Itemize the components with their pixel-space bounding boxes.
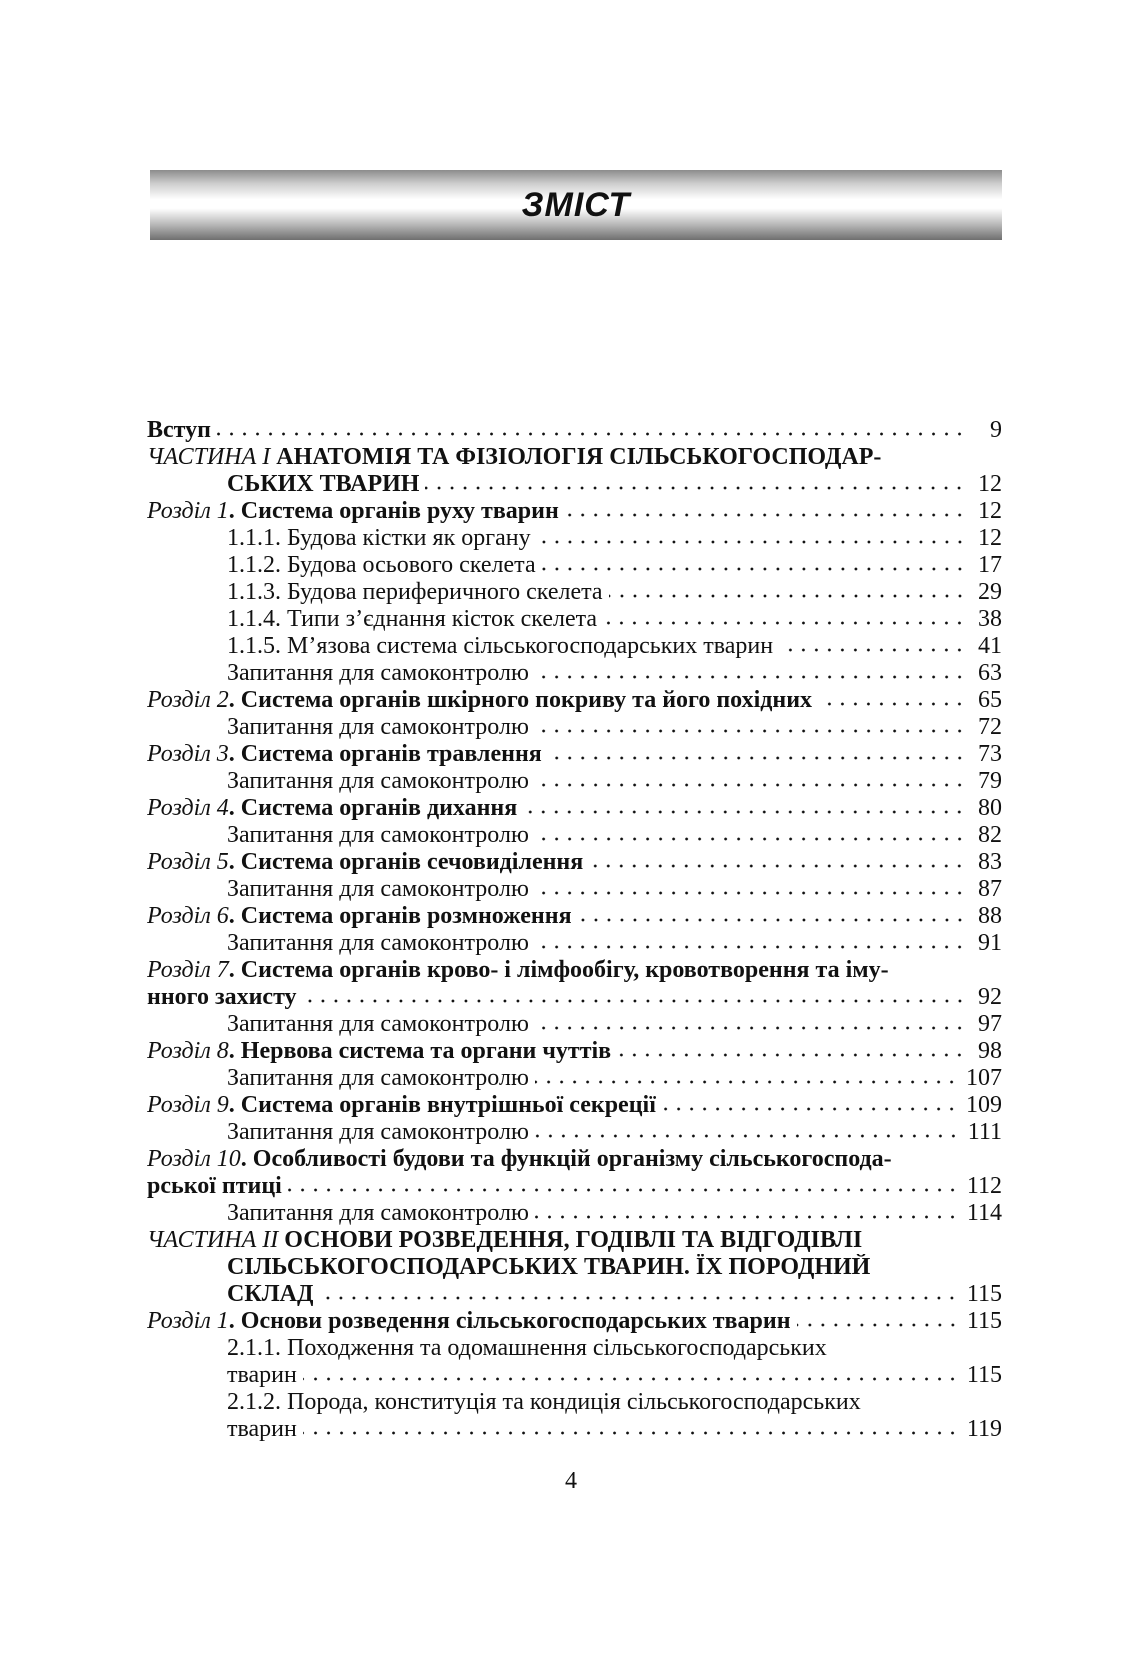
- dot-leader: [535, 1025, 966, 1031]
- toc-page-number: 91: [978, 930, 1002, 956]
- dot-leader: [779, 647, 966, 653]
- chapter-title: . Система органів дихання: [228, 795, 518, 821]
- chapter-title-continued: рської птиці: [147, 1173, 282, 1199]
- chapter-prefix: Розділ 5: [147, 849, 229, 875]
- toc-part-2-line-3[interactable]: [147, 1281, 1002, 1308]
- toc-section-2-1-1-line-2[interactable]: [147, 1362, 1002, 1389]
- chapter-title-continued: нного захисту: [147, 984, 297, 1010]
- toc-page-number: 119: [966, 1416, 1002, 1442]
- part-title: ОСНОВИ РОЗВЕДЕННЯ, ГОДІВЛІ ТА ВІДГОДІВЛІ: [278, 1227, 863, 1253]
- toc-page-number: 79: [978, 768, 1002, 794]
- dot-leader: [303, 1430, 959, 1436]
- toc-page-number: 115: [966, 1362, 1002, 1388]
- toc-questions-2[interactable]: [147, 714, 1002, 741]
- chapter-prefix: Розділ 4: [147, 795, 229, 821]
- part-title-continued: СЬКИХ ТВАРИН: [227, 471, 420, 497]
- toc-section-2-1-2-line-2[interactable]: [147, 1416, 1002, 1443]
- chapter-prefix: Розділ 10: [147, 1146, 241, 1172]
- questions-title: Запитання для самоконтролю: [227, 660, 529, 686]
- toc-questions-6[interactable]: [147, 930, 1002, 957]
- dot-leader: [603, 620, 966, 626]
- dot-leader: [609, 593, 966, 599]
- dot-leader: [535, 1079, 958, 1085]
- dot-leader: [535, 728, 966, 734]
- dot-leader: [535, 890, 966, 896]
- dot-leader: [589, 863, 966, 869]
- section-title: 1.1.2. Будова осьового скелета: [227, 552, 536, 578]
- dot-leader: [537, 539, 966, 545]
- section-title: 1.1.5. М’язова система сільськогосподарських тварин: [227, 633, 774, 659]
- toc-page-number: 82: [978, 822, 1002, 848]
- toc-chapter-10-line-1[interactable]: [147, 1146, 1002, 1173]
- section-title: 1.1.4. Типи з’єднання кісток скелета: [227, 606, 598, 632]
- toc-part-1-line-2[interactable]: [147, 471, 1002, 498]
- dot-leader: [535, 1133, 960, 1139]
- chapter-prefix: Розділ 7: [147, 957, 229, 983]
- chapter-prefix: Розділ 9: [147, 1092, 229, 1118]
- chapter-title: . Особливості будови та функцій організму сільськогоспода-: [240, 1146, 892, 1172]
- dot-leader: [535, 674, 966, 680]
- chapter-title: . Система органів сечовиділення: [228, 849, 584, 875]
- toc-page-number: 111: [967, 1119, 1002, 1145]
- dot-leader: [542, 566, 966, 572]
- toc-section-1-1-2[interactable]: [147, 552, 1002, 579]
- dot-leader: [617, 1052, 966, 1058]
- toc-chapter-6[interactable]: [147, 903, 1002, 930]
- toc-chapter-1[interactable]: [147, 498, 1002, 525]
- chapter-title: . Система органів травлення: [228, 741, 542, 767]
- questions-title: Запитання для самоконтролю: [227, 1065, 529, 1091]
- toc-chapter-7-line-2[interactable]: [147, 984, 1002, 1011]
- chapter-title: . Система органів крово- і лімфообігу, кровотворення та іму-: [228, 957, 889, 983]
- toc-page-number: 97: [978, 1011, 1002, 1037]
- toc-page-number: 114: [966, 1200, 1002, 1226]
- toc-section-1-1-4[interactable]: [147, 606, 1002, 633]
- toc-section-1-1-1[interactable]: [147, 525, 1002, 552]
- part-title: АНАТОМІЯ ТА ФІЗІОЛОГІЯ СІЛЬСЬКОГОСПОДАР-: [270, 444, 882, 470]
- chapter-title: . Система органів внутрішньої секреції: [228, 1092, 656, 1118]
- toc-part-2-line-1[interactable]: [147, 1227, 1002, 1254]
- section-title: 2.1.2. Порода, конституція та кондиція сільськогосподарських: [227, 1389, 861, 1415]
- toc-page-number: 41: [978, 633, 1002, 659]
- questions-title: Запитання для самоконтролю: [227, 1119, 529, 1145]
- toc-page-number: 88: [978, 903, 1002, 929]
- toc-page-number: 80: [978, 795, 1002, 821]
- toc-chapter-9[interactable]: [147, 1092, 1002, 1119]
- toc-page-number: 12: [978, 471, 1002, 497]
- chapter-title: . Основи розведення сільськогосподарських тварин: [228, 1308, 791, 1334]
- dot-leader: [565, 512, 966, 518]
- dot-leader: [217, 431, 966, 437]
- dot-leader: [818, 701, 966, 707]
- toc-questions-10[interactable]: [147, 1200, 1002, 1227]
- questions-title: Запитання для самоконтролю: [227, 714, 529, 740]
- page-number: 4: [565, 1468, 577, 1494]
- toc-page-number: 107: [966, 1065, 1002, 1091]
- toc-chapter-7-line-1[interactable]: [147, 957, 1002, 984]
- toc-questions-8[interactable]: [147, 1065, 1002, 1092]
- toc-chapter-8[interactable]: [147, 1038, 1002, 1065]
- dot-leader: [535, 944, 966, 950]
- questions-title: Запитання для самоконтролю: [227, 876, 529, 902]
- chapter-prefix: Розділ 3: [147, 741, 229, 767]
- questions-title: Запитання для самоконтролю: [227, 1200, 529, 1226]
- dot-leader: [523, 809, 966, 815]
- toc-page-number: 63: [978, 660, 1002, 686]
- toc-page-number: 98: [978, 1038, 1002, 1064]
- section-title-continued: тварин: [227, 1416, 297, 1442]
- toc-page-number: 83: [978, 849, 1002, 875]
- dot-leader: [662, 1106, 958, 1112]
- chapter-title: . Система органів руху тварин: [228, 498, 559, 524]
- chapter-prefix: Розділ 8: [147, 1038, 229, 1064]
- toc-page-number: 87: [978, 876, 1002, 902]
- section-title: 1.1.3. Будова периферичного скелета: [227, 579, 603, 605]
- toc-page-number: 29: [978, 579, 1002, 605]
- toc-chapter-4[interactable]: [147, 795, 1002, 822]
- toc-questions-9[interactable]: [147, 1119, 1002, 1146]
- toc-section-1-1-3[interactable]: [147, 579, 1002, 606]
- chapter-title: . Система органів розмноження: [228, 903, 572, 929]
- dot-leader: [425, 485, 966, 491]
- toc-page-number: 17: [978, 552, 1002, 578]
- toc-page-number: 12: [978, 498, 1002, 524]
- dot-leader: [288, 1187, 959, 1193]
- toc-section-1-1-5[interactable]: [147, 633, 1002, 660]
- toc-entry-label: Вступ: [147, 417, 211, 443]
- toc-section-2-1-2-line-1[interactable]: [147, 1389, 1002, 1416]
- dot-leader: [578, 917, 966, 923]
- dot-leader: [797, 1322, 959, 1328]
- toc-page-number: 12: [978, 525, 1002, 551]
- toc-page-number: 112: [966, 1173, 1002, 1199]
- toc-page-number: 38: [978, 606, 1002, 632]
- chapter-prefix: Розділ 1: [147, 498, 229, 524]
- page-title: ЗМІСТ: [521, 185, 631, 224]
- toc-page-number: 72: [978, 714, 1002, 740]
- toc-chapter-3[interactable]: [147, 741, 1002, 768]
- toc-page-number: 9: [990, 417, 1002, 443]
- toc-chapter-5[interactable]: [147, 849, 1002, 876]
- toc-section-2-1-1-line-1[interactable]: [147, 1335, 1002, 1362]
- toc-entry-vstup[interactable]: [147, 417, 1002, 444]
- toc-chapter-10-line-2[interactable]: [147, 1173, 1002, 1200]
- dot-leader: [535, 836, 966, 842]
- section-title: 2.1.1. Походження та одомашнення сільськогосподарських: [227, 1335, 827, 1361]
- dot-leader: [319, 1295, 958, 1301]
- toc-questions-1[interactable]: [147, 660, 1002, 687]
- dot-leader: [548, 755, 966, 761]
- toc-page-number: 73: [978, 741, 1002, 767]
- toc-questions-5[interactable]: [147, 876, 1002, 903]
- dot-leader: [535, 782, 966, 788]
- toc-page-number: 65: [978, 687, 1002, 713]
- part-title-continued: СІЛЬСЬКОГОСПОДАРСЬКИХ ТВАРИН. ЇХ ПОРОДНИЙ: [227, 1254, 871, 1280]
- chapter-title: . Нервова система та органи чуттів: [228, 1038, 612, 1064]
- toc-questions-3[interactable]: [147, 768, 1002, 795]
- part-title-continued: СКЛАД: [227, 1281, 314, 1307]
- toc-page-number: 92: [978, 984, 1002, 1010]
- questions-title: Запитання для самоконтролю: [227, 768, 529, 794]
- toc-part-1-line-1[interactable]: [147, 444, 1002, 471]
- toc-chapter-2[interactable]: [147, 687, 1002, 714]
- section-title: 1.1.1. Будова кістки як органу: [227, 525, 531, 551]
- chapter-prefix: Розділ 2: [147, 687, 229, 713]
- dot-leader: [535, 1214, 959, 1220]
- toc-questions-4[interactable]: [147, 822, 1002, 849]
- dot-leader: [303, 1376, 959, 1382]
- toc-page-number: 109: [966, 1092, 1002, 1118]
- table-of-contents: [147, 417, 1002, 1443]
- questions-title: Запитання для самоконтролю: [227, 930, 529, 956]
- toc-page-number: 115: [966, 1281, 1002, 1307]
- part-prefix: ЧАСТИНА II: [147, 1227, 279, 1253]
- questions-title: Запитання для самоконтролю: [227, 1011, 529, 1037]
- section-title-continued: тварин: [227, 1362, 297, 1388]
- part-prefix: ЧАСТИНА I: [147, 444, 271, 470]
- toc-questions-7[interactable]: [147, 1011, 1002, 1038]
- toc-part-2-chapter-1[interactable]: [147, 1308, 1002, 1335]
- toc-page-number: 115: [966, 1308, 1002, 1334]
- chapter-prefix: Розділ 6: [147, 903, 229, 929]
- questions-title: Запитання для самоконтролю: [227, 822, 529, 848]
- title-banner: [150, 170, 1002, 240]
- chapter-title: . Система органів шкірного покриву та його похідних: [228, 687, 813, 713]
- toc-part-2-line-2[interactable]: [147, 1254, 1002, 1281]
- dot-leader: [303, 998, 966, 1004]
- chapter-prefix: Розділ 1: [147, 1308, 229, 1334]
